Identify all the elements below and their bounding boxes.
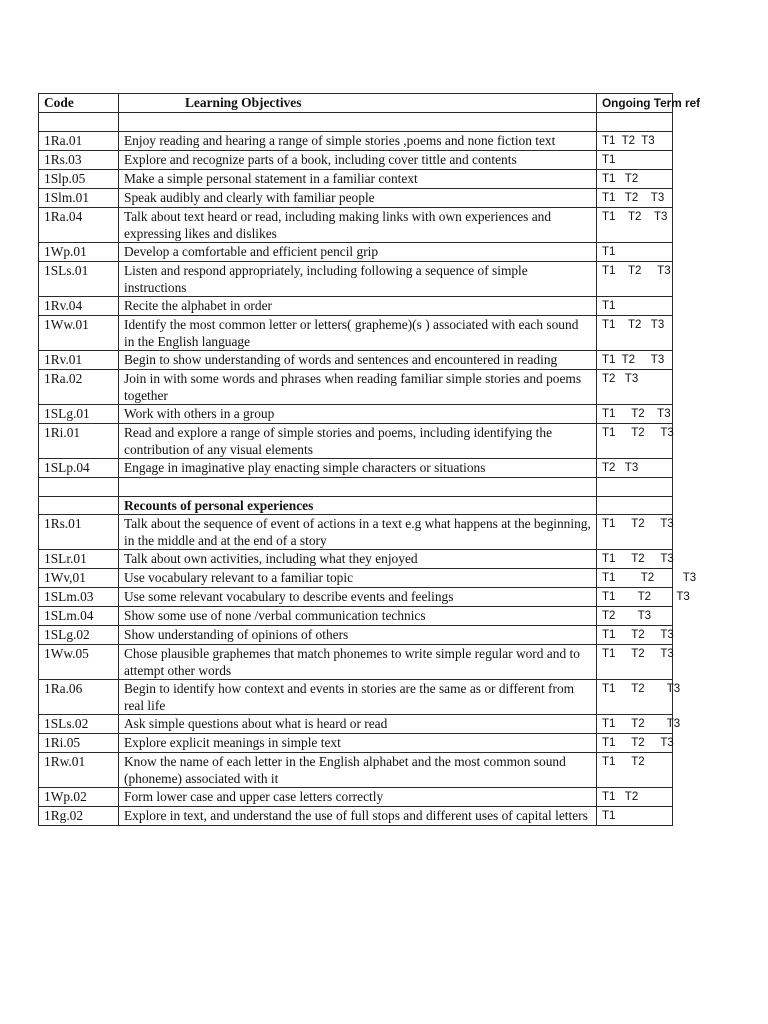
objective-text: Use some relevant vocabulary to describe events and feelings [119, 588, 597, 607]
objective-text: Read and explore a range of simple stories and poems, including identifying the contribution of any visual elements [119, 424, 597, 459]
objective-text: Explore in text, and understand the use of full stops and different uses of capital letters [119, 807, 597, 826]
objective-text: Talk about text heard or read, including making links with own experiences and expressing likes and dislikes [119, 208, 597, 243]
objective-code: 1Ww.05 [39, 645, 119, 680]
objective-text: Join in with some words and phrases when reading familiar simple stories and poems together [119, 370, 597, 405]
objective-code: 1Rw.01 [39, 753, 119, 788]
term-ref: T1 [597, 807, 673, 826]
table-row [39, 316, 673, 351]
term-ref: T2 T3 [597, 370, 673, 405]
table-row [39, 208, 673, 243]
term-ref: T1 T2 T3 [597, 569, 673, 588]
objective-text: Enjoy reading and hearing a range of simple stories ,poems and none fiction text [119, 132, 597, 151]
table-row [39, 626, 673, 645]
objective-code: 1Slm.01 [39, 189, 119, 208]
table-row [39, 550, 673, 569]
blank-row [39, 113, 673, 132]
objective-code: 1Rv.01 [39, 351, 119, 370]
learning-objectives-table [38, 93, 701, 826]
table-row [39, 370, 673, 405]
term-ref: T1 T2 T3 [597, 550, 673, 569]
table-row [39, 351, 673, 370]
objective-code: 1Wp.02 [39, 788, 119, 807]
term-ref: T1 T2 T3 [597, 316, 673, 351]
term-ref: T1 T2 T3 [597, 515, 673, 550]
table-row [39, 170, 673, 189]
section-row [39, 497, 673, 515]
blank-row [39, 478, 673, 497]
term-ref: T1 T2 T3 [597, 626, 673, 645]
table-row [39, 569, 673, 588]
term-ref: T1 T2 T3 [597, 351, 673, 370]
objective-text: Identify the most common letter or letters( grapheme)(s ) associated with each sound in the English language [119, 316, 597, 351]
table-row [39, 424, 673, 459]
term-ref: T1 T2 T3 [597, 715, 673, 734]
objective-text: Begin to identify how context and events in stories are the same as or different from real life [119, 680, 597, 715]
objective-text: Form lower case and upper case letters correctly [119, 788, 597, 807]
objective-text: Talk about the sequence of event of actions in a text e.g what happens at the beginning, in the middle and at the end of a story [119, 515, 597, 550]
objective-code: 1SLm.04 [39, 607, 119, 626]
table-row [39, 515, 673, 550]
term-ref: T1 [597, 243, 673, 262]
objective-text: Chose plausible graphemes that match phonemes to write simple regular word and to attempt other words [119, 645, 597, 680]
objective-text: Recite the alphabet in order [119, 297, 597, 316]
table-row [39, 588, 673, 607]
term-ref: T1 T2 [597, 788, 673, 807]
objective-code: 1Rv.04 [39, 297, 119, 316]
term-ref: T1 T2 T3 [597, 734, 673, 753]
table-row [39, 151, 673, 170]
objective-code: 1Ra.01 [39, 132, 119, 151]
objective-code: 1SLs.02 [39, 715, 119, 734]
objective-code: 1Ra.04 [39, 208, 119, 243]
objective-text: Know the name of each letter in the English alphabet and the most common sound (phoneme) associated with it [119, 753, 597, 788]
objective-text: Engage in imaginative play enacting simple characters or situations [119, 459, 597, 478]
term-ref: T1 [597, 151, 673, 170]
objective-code: 1Ra.02 [39, 370, 119, 405]
table-row [39, 753, 673, 788]
term-ref: T1 T2 T3 [597, 208, 673, 243]
objective-text: Listen and respond appropriately, including following a sequence of simple instructions [119, 262, 597, 297]
term-ref: T1 T2 T3 [597, 645, 673, 680]
table-row [39, 788, 673, 807]
table-row [39, 645, 673, 680]
table-row [39, 680, 673, 715]
table-row [39, 243, 673, 262]
objective-code: 1Rs.01 [39, 515, 119, 550]
header-ongoing-term-ref: Ongoing Term ref [597, 94, 673, 113]
objective-code: 1SLg.02 [39, 626, 119, 645]
term-ref: T2 T3 [597, 607, 673, 626]
objective-code: 1Slp.05 [39, 170, 119, 189]
table-row [39, 405, 673, 424]
term-ref: T2 T3 [597, 459, 673, 478]
table-row [39, 297, 673, 316]
table-row [39, 189, 673, 208]
table-row [39, 459, 673, 478]
term-ref: T1 T2 [597, 753, 673, 788]
term-ref: T1 T2 T3 [597, 680, 673, 715]
term-ref: T1 T2 T3 [597, 132, 673, 151]
objective-code: 1Rs.03 [39, 151, 119, 170]
objective-code: 1SLm.03 [39, 588, 119, 607]
objective-code: 1Wv,01 [39, 569, 119, 588]
objective-code: 1Ww.01 [39, 316, 119, 351]
table-row [39, 734, 673, 753]
table-row [39, 607, 673, 626]
objective-code: 1SLp.04 [39, 459, 119, 478]
header-learning-objectives: Learning Objectives [119, 94, 597, 113]
objective-text: Work with others in a group [119, 405, 597, 424]
table-body [39, 94, 701, 826]
term-ref: T1 T2 T3 [597, 189, 673, 208]
table-row [39, 807, 673, 826]
term-ref: T1 T2 T3 [597, 588, 673, 607]
objective-text: Show some use of none /verbal communication technics [119, 607, 597, 626]
section-title: Recounts of personal experiences [119, 497, 597, 515]
objective-code: 1Ri.05 [39, 734, 119, 753]
objective-code: 1Ri.01 [39, 424, 119, 459]
objective-code: 1Rg.02 [39, 807, 119, 826]
objective-text: Talk about own activities, including what they enjoyed [119, 550, 597, 569]
header-code: Code [39, 94, 119, 113]
term-ref: T1 T2 [597, 170, 673, 189]
objective-text: Show understanding of opinions of others [119, 626, 597, 645]
table-row [39, 132, 673, 151]
objective-text: Ask simple questions about what is heard or read [119, 715, 597, 734]
objective-code: 1Ra.06 [39, 680, 119, 715]
objective-text: Explore and recognize parts of a book, including cover tittle and contents [119, 151, 597, 170]
objective-text: Begin to show understanding of words and sentences and encountered in reading [119, 351, 597, 370]
term-ref: T1 T2 T3 [597, 405, 673, 424]
table-row [39, 262, 673, 297]
objective-code: 1SLs.01 [39, 262, 119, 297]
table-row [39, 715, 673, 734]
objective-code: 1SLg.01 [39, 405, 119, 424]
term-ref: T1 [597, 297, 673, 316]
term-ref: T1 T2 T3 [597, 424, 673, 459]
objective-text: Explore explicit meanings in simple text [119, 734, 597, 753]
term-ref: T1 T2 T3 [597, 262, 673, 297]
objective-code: 1SLr.01 [39, 550, 119, 569]
objective-code: 1Wp.01 [39, 243, 119, 262]
objective-text: Speak audibly and clearly with familiar people [119, 189, 597, 208]
table-header-row [39, 94, 673, 113]
objective-text: Use vocabulary relevant to a familiar topic [119, 569, 597, 588]
objective-text: Develop a comfortable and efficient pencil grip [119, 243, 597, 262]
objective-text: Make a simple personal statement in a familiar context [119, 170, 597, 189]
